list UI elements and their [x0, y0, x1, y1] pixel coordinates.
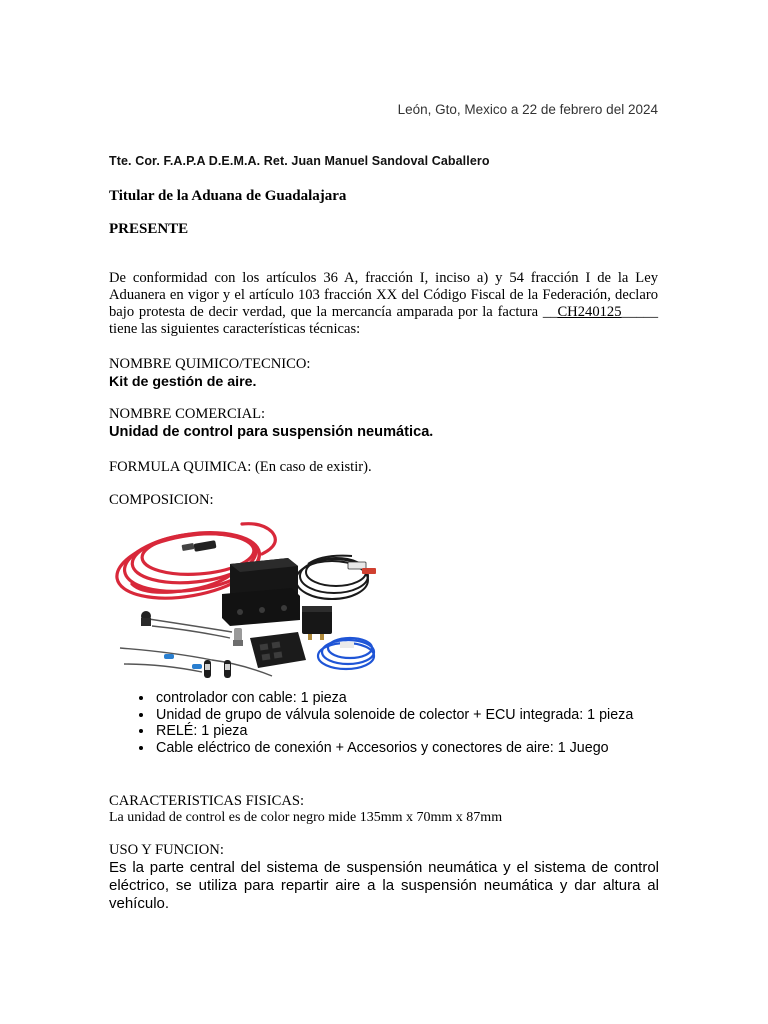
- physical-characteristics-label: CARACTERISTICAS FISICAS:: [109, 793, 305, 809]
- declaration-paragraph: [109, 270, 658, 338]
- composition-item: • RELÉ: 1 pieza: [154, 723, 684, 740]
- composition-item: • controlador con cable: 1 pieza: [154, 690, 684, 707]
- declaration-text-start: De conformidad con los artículos 36 A, fracción I, inciso a) y 54 fracción I de la Ley Aduanera en vigor y el artículo 103 fracción XX del Código Fiscal de la Federación, declaro bajo protesta de decir verdad, que la mercancía amparada por la factura: [109, 270, 658, 320]
- commercial-name-period: .: [429, 424, 433, 440]
- composition-label: COMPOSICION:: [109, 492, 214, 508]
- chemical-formula-line: FORMULA QUIMICA: (En caso de existir).: [109, 459, 372, 475]
- usage-text: Es la parte central del sistema de suspensión neumática y el sistema de control eléctrico, se utiliza para repartir aire a la suspensión neumática y dar altura al vehículo.: [109, 859, 659, 912]
- invoice-prefix: __: [542, 304, 558, 320]
- invoice-number: CH240125: [557, 304, 622, 320]
- composition-item: • Cable eléctrico de conexión + Accesorios y conectores de aire: 1 Juego: [154, 740, 684, 757]
- date-line: León, Gto, Mexico a 22 de febrero del 2024: [397, 102, 658, 117]
- air-management-kit-photo: [112, 514, 380, 688]
- addressee-name: Tte. Cor. F.A.P.A D.E.M.A. Ret. Juan Manuel Sandoval Caballero: [109, 154, 490, 168]
- recipient-title: Titular de la Aduana de Guadalajara: [109, 188, 347, 204]
- composition-item: • Unidad de grupo de válvula solenoide de colector + ECU integrada: 1 pieza: [154, 707, 684, 724]
- salutation: PRESENTE: [109, 221, 189, 237]
- commercial-name-value: Unidad de control para suspensión neumática: [109, 424, 430, 440]
- invoice-suffix: _____: [621, 304, 658, 320]
- declaration-text-end: tiene las siguientes características técnicas:: [109, 321, 361, 337]
- usage-label: USO Y FUNCION:: [109, 842, 224, 858]
- chemical-name-label: NOMBRE QUIMICO/TECNICO:: [109, 356, 311, 372]
- commercial-name-label: NOMBRE COMERCIAL:: [109, 406, 266, 422]
- commercial-name-value-line: [109, 424, 433, 441]
- composition-list: [132, 690, 684, 756]
- chemical-name-value: Kit de gestión de aire.: [109, 374, 257, 390]
- physical-characteristics-text: La unidad de control es de color negro mide 135mm x 70mm x 87mm: [109, 810, 503, 825]
